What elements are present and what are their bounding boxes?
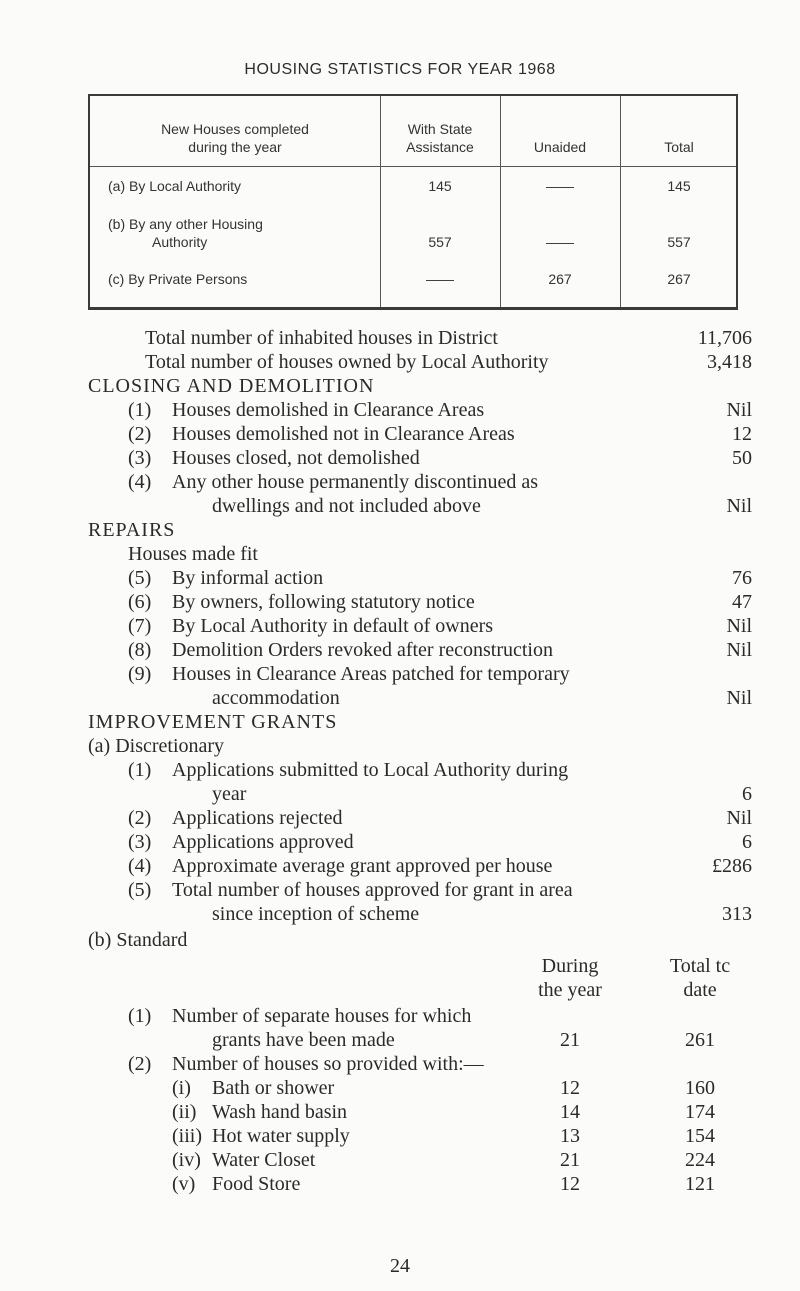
subitem-label: Bath or shower <box>212 1077 335 1099</box>
column-header-line: the year <box>538 979 602 1001</box>
subitem-label: Wash hand basin <box>212 1101 348 1123</box>
item-value: 47 <box>732 591 752 613</box>
cell-unaided: —— <box>546 178 574 194</box>
item-num: (3) <box>128 447 152 469</box>
item-num: (4) <box>128 471 152 493</box>
item-value: 6 <box>742 783 752 805</box>
subitem-num: (iii) <box>172 1125 202 1147</box>
row-label-cont: Authority <box>152 234 208 250</box>
item-value: 76 <box>732 567 752 589</box>
item-label: Demolition Orders revoked after reconstruction <box>172 639 553 661</box>
value-during: 14 <box>560 1101 580 1123</box>
item-value: Nil <box>726 687 752 709</box>
subsection-discretionary: (a) Discretionary <box>88 735 225 757</box>
header-line: With State <box>407 121 473 137</box>
item-label-cont: since inception of scheme <box>212 903 420 925</box>
header-line: Assistance <box>406 139 474 155</box>
item-label: Houses in Clearance Areas patched for temporary <box>172 663 570 685</box>
item-label: Number of separate houses for which <box>172 1005 472 1027</box>
item-label: Houses demolished not in Clearance Areas <box>172 423 515 445</box>
cell-total: 145 <box>667 178 691 194</box>
item-num: (2) <box>128 423 152 445</box>
section-heading-closing: CLOSING AND DEMOLITION <box>88 375 375 397</box>
header-line: New Houses completed <box>161 121 309 137</box>
table-header-divider <box>90 166 736 167</box>
total-inhabited-value: 11,706 <box>697 327 752 349</box>
item-value: 6 <box>742 831 752 853</box>
item-label-cont: grants have been made <box>212 1029 395 1051</box>
subitem-label: Food Store <box>212 1173 301 1195</box>
header-total: Total <box>664 139 694 155</box>
column-header-during <box>520 954 620 1002</box>
item-value: Nil <box>726 639 752 661</box>
section-heading-grants: IMPROVEMENT GRANTS <box>88 711 338 733</box>
item-label: Applications approved <box>172 831 354 853</box>
item-label: Applications rejected <box>172 807 343 829</box>
item-label: Approximate average grant approved per house <box>172 855 553 877</box>
cell-total: 557 <box>667 234 691 250</box>
item-label-cont: accommodation <box>212 687 340 709</box>
page-number: 24 <box>390 1255 410 1277</box>
header-with-state <box>380 120 500 156</box>
value-during: 12 <box>560 1077 580 1099</box>
subsection-standard: (b) Standard <box>88 929 188 951</box>
item-label-cont: year <box>212 783 247 805</box>
item-num: (2) <box>128 1053 152 1075</box>
item-num: (5) <box>128 567 152 589</box>
total-inhabited-label: Total number of inhabited houses in District <box>145 327 498 349</box>
item-value: Nil <box>726 399 752 421</box>
column-header-line: During <box>541 955 599 977</box>
cell-with-state: 557 <box>428 234 452 250</box>
item-num: (9) <box>128 663 152 685</box>
section-heading-repairs: REPAIRS <box>88 519 176 541</box>
subitem-num: (i) <box>172 1077 191 1099</box>
cell-unaided: 267 <box>548 271 572 287</box>
item-num: (2) <box>128 807 152 829</box>
value-total: 174 <box>685 1101 715 1123</box>
subitem-label: Hot water supply <box>212 1125 350 1147</box>
item-label-cont: dwellings and not included above <box>212 495 481 517</box>
item-label: Houses closed, not demolished <box>172 447 420 469</box>
value-total: 261 <box>685 1029 715 1051</box>
value-during: 13 <box>560 1125 580 1147</box>
row-label: (c) By Private Persons <box>108 271 248 287</box>
row-label: (b) By any other Housing <box>108 216 263 232</box>
item-label: Number of houses so provided with:— <box>172 1053 484 1075</box>
header-line: during the year <box>188 139 282 155</box>
item-num: (1) <box>128 759 152 781</box>
value-during: 12 <box>560 1173 580 1195</box>
value-during: 21 <box>560 1029 580 1051</box>
value-during: 21 <box>560 1149 580 1171</box>
subheading: Houses made fit <box>128 543 258 565</box>
value-total: 160 <box>685 1077 715 1099</box>
item-label: By Local Authority in default of owners <box>172 615 494 637</box>
column-header-total <box>650 954 750 1002</box>
item-value: 12 <box>732 423 752 445</box>
item-value: Nil <box>726 615 752 637</box>
item-value: 50 <box>732 447 752 469</box>
item-num: (8) <box>128 639 152 661</box>
total-owned-label: Total number of houses owned by Local Authority <box>145 351 549 373</box>
cell-total: 267 <box>667 271 691 287</box>
item-value: 313 <box>722 903 752 925</box>
item-num: (3) <box>128 831 152 853</box>
item-num: (6) <box>128 591 152 613</box>
item-num: (7) <box>128 615 152 637</box>
value-total: 154 <box>685 1125 715 1147</box>
item-label: Total number of houses approved for grant in area <box>172 879 573 901</box>
new-houses-table <box>88 94 738 310</box>
page-title: HOUSING STATISTICS FOR YEAR 1968 <box>244 61 556 78</box>
item-num: (1) <box>128 399 152 421</box>
item-label: Houses demolished in Clearance Areas <box>172 399 485 421</box>
item-num: (5) <box>128 879 152 901</box>
subitem-num: (iv) <box>172 1149 201 1171</box>
cell-with-state: 145 <box>428 178 452 194</box>
column-header-line: date <box>683 979 717 1001</box>
cell-unaided: —— <box>546 234 574 250</box>
cell-with-state: —— <box>426 271 454 287</box>
column-header-line: Total tc <box>669 955 731 977</box>
total-owned-value: 3,418 <box>707 351 752 373</box>
header-unaided: Unaided <box>533 139 587 155</box>
item-num: (4) <box>128 855 152 877</box>
item-label: By owners, following statutory notice <box>172 591 475 613</box>
item-num: (1) <box>128 1005 152 1027</box>
item-value: Nil <box>726 495 752 517</box>
value-total: 121 <box>685 1173 715 1195</box>
item-value: £286 <box>712 855 752 877</box>
header-new-houses <box>90 120 380 156</box>
item-label: Any other house permanently discontinued as <box>172 471 539 493</box>
item-value: Nil <box>726 807 752 829</box>
row-label: (a) By Local Authority <box>108 178 242 194</box>
subitem-label: Water Closet <box>212 1149 316 1171</box>
item-label: By informal action <box>172 567 324 589</box>
item-label: Applications submitted to Local Authority during <box>172 759 569 781</box>
subitem-num: (ii) <box>172 1101 197 1123</box>
value-total: 224 <box>685 1149 715 1171</box>
subitem-num: (v) <box>172 1173 196 1195</box>
